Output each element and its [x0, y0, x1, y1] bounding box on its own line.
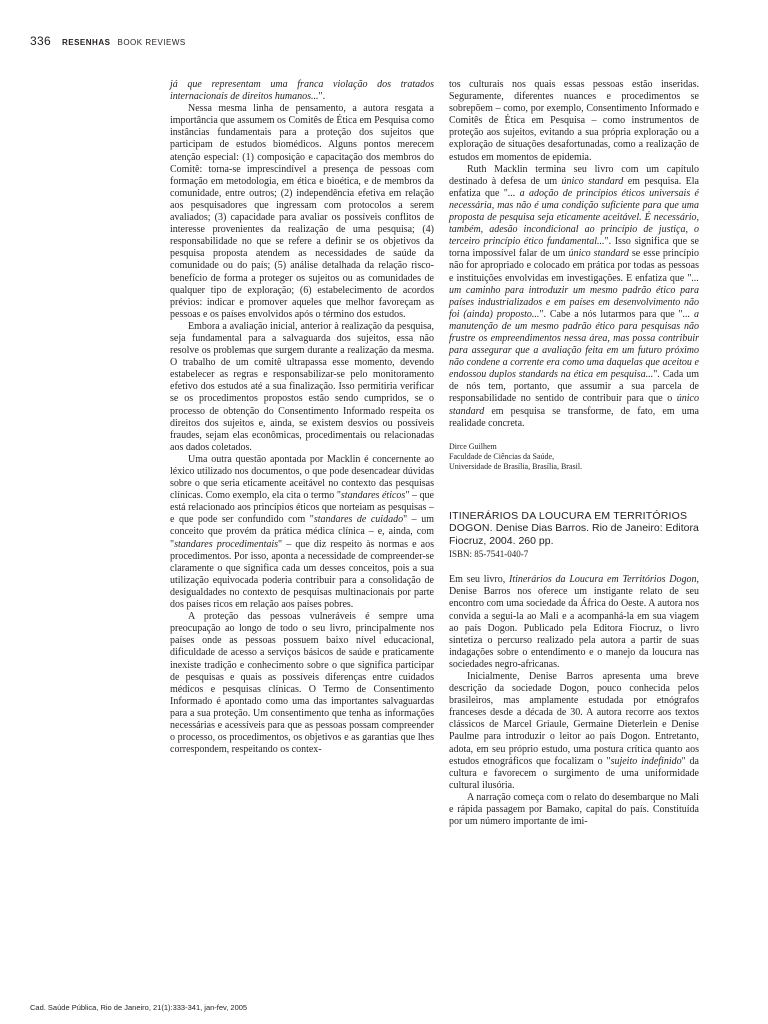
page-number: 336	[30, 34, 51, 48]
paragraph: Inicialmente, Denise Barros apresenta uma breve descrição da sociedade Dogon, pouco conhecida pelos brasileiros, mas amplamente estudada por etnógrafos franceses desde a década de 30. A autora recorre aos textos clássicos de Marcel Griaule, Germaine Dieterlein e Denise Paulme para introduzir o leitor ao país Dogon. Entretanto, adota, em seu próprio estudo, uma postura crítica quanto aos estudos etnográficos que focalizam o "sujeito indefinido" da cultura e favorecem o surgimento de uma uniformidade cultural ilusória.	[449, 670, 699, 791]
paragraph: Em seu livro, Itinerários da Loucura em Territórios Dogon, Denise Barros nos oferece um instigante relato de seu encontro com uma sociedade da África do Oeste. A autora nos convida a segui-la ao Mali e a acompanhá-la em sua viagem ao país Dogon. Publicado pela Editora Fiocruz, o livro sintetiza o percurso realizado pela autora a partir de suas indagações sobre o entendimento e o manejo da loucura nas sociedades negro-africanas.	[449, 574, 699, 670]
section-label-en: BOOK REVIEWS	[117, 38, 186, 47]
reviewer-name: Dirce Guilhem	[449, 441, 497, 451]
italic-quote: já que representam uma franca violação dos tratados internacionais de direitos humanos...	[170, 79, 434, 103]
book-title: ITINERÁRIOS DA LOUCURA EM TERRITÓRIOS DOGON.	[449, 509, 688, 535]
journal-citation: Cad. Saúde Pública, Rio de Janeiro, 21(1):333-341, jan-fev, 2005	[30, 1003, 248, 1012]
reviewer-affiliation: Faculdade de Ciências da Saúde,	[449, 451, 555, 461]
paragraph: Ruth Macklin termina seu livro com um capítulo destinado à defesa de um único standard em pesquisa. Ela enfatiza que "... a adoção de princípios éticos universais é necessária, mas não é uma condição suficiente para que uma proposta de pesquisa seja eticamente aceitável. É necessário, também, adesão incondicional ao princípio de justiça, o terceiro princípio ético fundamental...". Isso significa que se torna impossível falar de um único standard se esse princípio não for apropriado e colocado em prática por todas as pessoas e instituições envolvidas em investigações. E enfatiza que "... um caminho para introduzir um mesmo padrão ético para países industrializados e em países em desenvolvimento não foi (ainda) proposto...". Cabe a nós lutarmos para que "... a manutenção de um mesmo padrão ético para pesquisas não frustre os empreendimentos nessa área, mas possa contribuir para assegurar que a avaliação feita em um futuro próximo não condene a corrente era como uma daquelas que aceitou e endossou duplos standards na ética em pesquisa...". Cada um de nós tem, portanto, que assumir a sua parcela de responsabilidade no sentido de contribuir para que o único standard em pesquisa se transforme, de fato, em uma realidade concreta.	[449, 163, 700, 429]
reviewer-affiliation: Universidade de Brasília, Brasília, Brasil.	[449, 461, 583, 471]
paragraph: Embora a avaliação inicial, anterior à realização da pesquisa, seja fundamental para a salvaguarda dos sujeitos, essa não resolve os problemas que surgem durante a realização da mesma. O trabalho de um comitê ultrapassa esse momento, devendo estabelecer as regras e responsabilizar-se pelo monitoramento efetivo dos estudos até a sua finalização. Isso permitiria verificar se os procedimentos propostos estão sendo cumpridos, se o processo de obtenção do Consentimento Informado respeita os direitos dos sujeitos e, ainda, se existem desvios ou possíveis fraudes, sejam elas econômicas, procedimentais ou relacionadas aos dados coletados.	[170, 320, 434, 453]
paragraph: Uma outra questão apontada por Macklin é concernente ao léxico utilizado nos documentos, o que pode desencadear dúvidas sobre o que seria eticamente aceitável no contexto das pesquisas clínicas. Como exemplo, ela cita o termo "standares éticos" – que está relacionado aos princípios éticos que norteiam as pesquisas – e que pode ser confundido com "standares de cuidado" – um conceito que provém da prática médica clínica – e, ainda, com "standares procedimentais" – que diz respeito às normas e aos procedimentos. Por isso, aponta a necessidade de compreender-se claramente o que significa cada um desses conceitos, pois a sua utilização equivocada poderia contribuir para a consolidação de desigualdades no contexto de pesquisas multinacionais por parte dos países ricos em relação aos países pobres.	[170, 453, 434, 611]
book-details: Denise Dias Barros. Rio de Janeiro: Editora Fiocruz, 2004. 260 pp.	[449, 522, 699, 547]
book-reference	[449, 510, 699, 548]
paragraph: tos culturais nos quais essas pessoas estão inseridas. Seguramente, diferentes nuances e procedimentos se sobrepõem – como, por exemplo, Consentimento Informado e Comitês de Ética em Pesquisa – como instrumentos de proteção aos sujeitos, evitando a sua própria exploração ou a exploração de situações desafortunadas, como a realização de estudos em momentos de epidemia.	[449, 79, 699, 163]
left-column	[170, 79, 434, 1011]
paragraph: já que representam uma franca violação dos tratados internacionais de direitos humanos...".	[170, 79, 434, 103]
right-column	[449, 79, 699, 828]
paragraph: A proteção das pessoas vulneráveis é sempre uma preocupação ao longo de todo o seu livro, principalmente nos países onde as pessoas possuem baixo nível educacional, dificuldade de acesso a serviços básicos de saúde e praticamente inexiste tradição e conhecimento sobre o que significa participar de pesquisas e quais as possíveis diferenças entre cuidados médicos e pesquisas clínicas. O Termo de Consentimento Informado é apontado como uma das importantes salvaguardas para a sua proteção. Um consentimento que tenha as informações necessárias e acessíveis para que as pessoas possam compreender o processo, os procedimentos, os objetivos e as garantias que lhes correspondem, respeitando os contex-	[170, 611, 434, 756]
running-header	[30, 34, 186, 48]
paragraph: Nessa mesma linha de pensamento, a autora resgata a importância que assumem os Comitês de Ética em Pesquisa como instâncias fundamentais para a proteção dos sujeitos que participam de estudos biomédicos. Alguns pontos merecem atenção especial: (1) composição e capacitação dos membros do Comitê: torna-se imprescindível a presença de pessoas com formação em metodologia, em ética e bioética, e de membros da comunidade, entre outros; (2) independência efetiva em relação aos pesquisadores que ingressam com protocolos a serem avaliados; (3) capacidade para avaliar os possíveis conflitos de interesse provenientes da realização de uma pesquisa; (4) responsabilidade no que se refere a definir se os objetivos da pesquisa proposta atendem as necessidades de saúde da comunidade ou do país; (5) análise detalhada da relação risco-benefício de forma a proteger os sujeitos ou as comunidades de qualquer tipo de exploração; (6) estabelecimento de acordos prévios: indicar e promover aqueles que melhor favoreçam as pessoas e os países envolvidos após o término dos estudos.	[170, 103, 434, 320]
paragraph: A narração começa com o relato do desembarque no Mali e rápida passagem por Bamako, capital do país. Constituída por um número importante de imi-	[449, 791, 699, 828]
reviewer-signature	[449, 442, 699, 472]
book-isbn: ISBN: 85-7541-040-7	[449, 549, 529, 560]
section-label: RESENHAS	[61, 38, 111, 47]
